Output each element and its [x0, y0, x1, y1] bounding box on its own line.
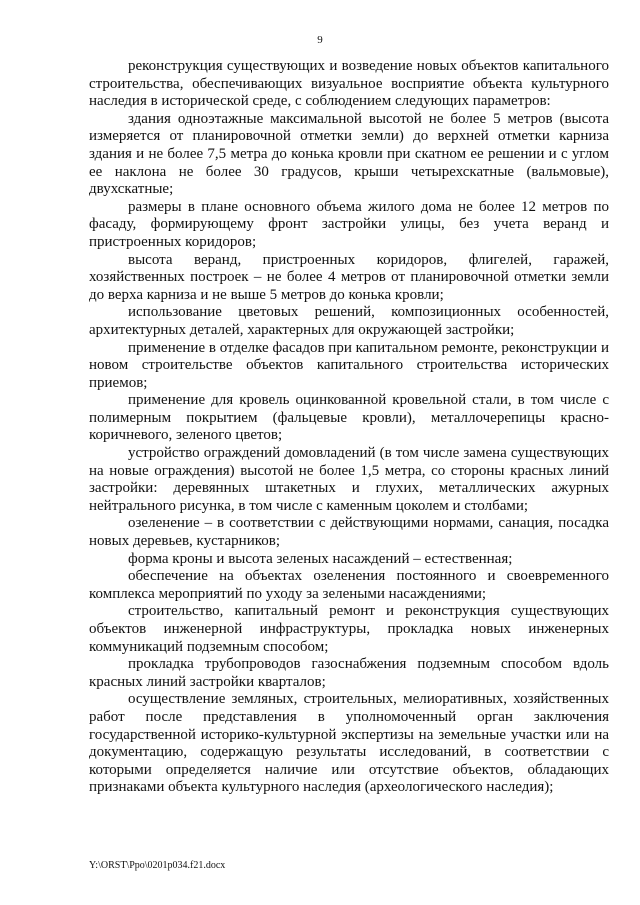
paragraph-facade-finishing: применение в отделке фасадов при капитальном ремонте, реконструкции и новом строительстве объектов капитального строительства исторических приемов;	[89, 339, 609, 391]
page-number: 9	[317, 34, 323, 46]
paragraph-fences: устройство ограждений домовладений (в том числе замена существующих на новые ограждения) высотой не более 1,5 метра, со стороны красных линий застройки: деревянных штакетных и глухих, металлических ажурных нейтрального рисунка, в том числе с каменным цоколем и столбами;	[89, 445, 609, 514]
paragraph-outbuilding-height: высота веранд, пристроенных коридоров, флигелей, гаражей, хозяйственных построек – не более 4 метров от планировочной отметки земли до верха карниза и не выше 5 метров до конька кровли;	[89, 251, 609, 303]
footer-file-path: Y:\ORST\Ppo\0201p034.f21.docx	[89, 860, 226, 871]
paragraph-engineering-infrastructure: строительство, капитальный ремонт и реконструкция существующих объектов инженерной инфраструктуры, прокладка новых инженерных коммуникаций подземным способом;	[89, 603, 609, 655]
paragraph-gas-pipelines: прокладка трубопроводов газоснабжения подземным способом вдоль красных линий застройки кварталов;	[89, 656, 609, 690]
paragraph-roofing-materials: применение для кровель оцинкованной кровельной стали, в том числе с полимерным покрытием (фальцевые кровли), металлочерепицы красно-коричневого, зеленого цветов;	[89, 392, 609, 444]
paragraph-landscaping: озеленение – в соответствии с действующими нормами, санация, посадка новых деревьев, кустарников;	[89, 515, 609, 550]
paragraph-house-dimensions: размеры в плане основного объема жилого дома не более 12 метров по фасаду, формирующему фронт застройки улицы, без учета веранд и пристроенных коридоров;	[89, 198, 609, 250]
paragraph-reconstruction-intro: реконструкция существующих и возведение новых объектов капитального строительства, обеспечивающих визуальное восприятие объекта культурного наследия в исторической среде, с соблюдением следующих параметров:	[89, 58, 609, 110]
paragraph-green-maintenance: обеспечение на объектах озеленения постоянного и своевременного комплекса мероприятий по уходу за зелеными насаждениями;	[89, 568, 609, 602]
paragraph-crown-shape: форма кроны и высота зеленых насаждений – естественная;	[128, 550, 513, 567]
paragraph-earthworks-expertise: осуществление земляных, строительных, мелиоративных, хозяйственных работ после представления в уполномоченный орган заключения государственной историко-культурной экспертизы на земельные участки или на документацию, содержащую результаты исследований, в соответствии с которыми определяется наличие или отсутствие объектов, обладающих признаками объекта культурного наследия (археологического наследия);	[89, 691, 609, 796]
paragraph-color-solutions: использование цветовых решений, композиционных особенностей, архитектурных деталей, характерных для окружающей застройки;	[89, 304, 609, 338]
document-body	[89, 58, 609, 797]
paragraph-building-height: здания одноэтажные максимальной высотой не более 5 метров (высота измеряется от планировочной отметки земли) до верхней отметки карниза здания и не более 7,5 метра до конька кровли при скатном ее решении и с углом ее наклона не более 30 градусов, крыши четырехскатные (вальмовые), двухскатные;	[89, 110, 609, 198]
